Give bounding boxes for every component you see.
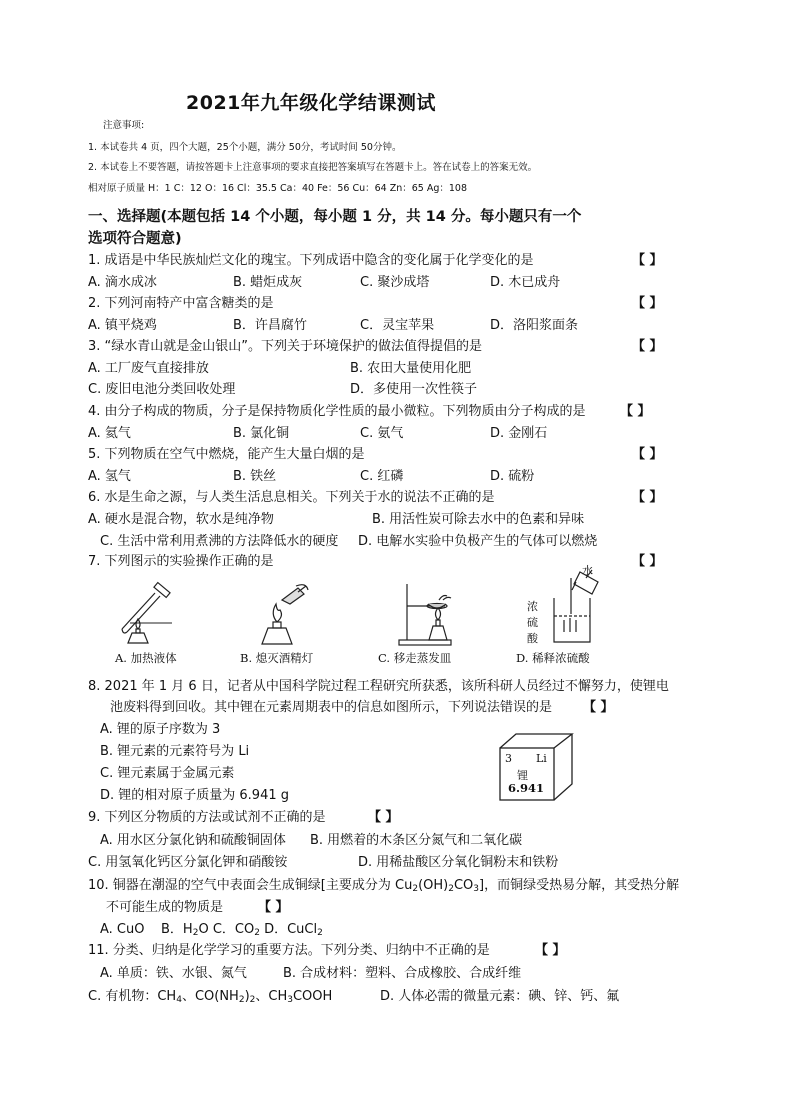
element-number: 3 (505, 752, 512, 765)
answer-bracket-11: 【 】 (535, 943, 566, 958)
q11-c-sub3: 3 (287, 995, 293, 1005)
q5-option-b: B. 铁丝 (233, 469, 277, 484)
q5-option-a: A. 氢气 (88, 469, 131, 484)
q11-c-part4: 、CH (255, 989, 288, 1004)
q7-caption-b: B. 熄灭酒精灯 (240, 651, 314, 665)
q1-option-d: D. 木已成舟 (490, 275, 561, 290)
q8-option-d: D. 锂的相对原子质量为 6.941 g (100, 788, 290, 803)
q6-option-c: C. 生活中常利用煮沸的方法降低水的硬度 (100, 534, 339, 549)
acid-label-2: 硫 (527, 616, 538, 629)
q10-option-d-sub: 2 (317, 928, 323, 938)
q10-stem-part4: ]，而铜绿受热易分解，其受热分解 (479, 878, 680, 893)
q10-option-d: D．CuCl (264, 922, 318, 937)
question-10-stem-line2: 不可能生成的物质是 (106, 900, 224, 915)
note-2: 2. 本试卷上不要答题，请按答题卡上注意事项的要求直接把答案填写在答题卡上。答在试卷上的答案无效。 (88, 162, 538, 173)
q5-option-c: C. 红磷 (360, 469, 404, 484)
q10-sub-2: 2 (412, 884, 419, 894)
element-name: 锂 (517, 769, 528, 782)
q7-caption-a: A. 加热液体 (115, 651, 177, 665)
notes-heading: 注意事项: (103, 120, 145, 131)
question-6-stem: 6. 水是生命之源，与人类生活息息相关。下列关于水的说法不正确的是 (88, 490, 495, 505)
section-heading-line1: 一、选择题(本题包括 14 个小题，每小题 1 分，共 14 分。每小题只有一个 (88, 209, 582, 225)
atomic-masses: 相对原子质量 H：1 C：12 O：16 Cl：35.5 Ca：40 Fe：56 Cu：64 Zn：65 Ag：108 (88, 183, 468, 194)
q4-option-a: A. 氦气 (88, 426, 131, 441)
q1-option-c: C. 聚沙成塔 (360, 275, 430, 290)
q4-option-b: B. 氯化铜 (233, 426, 290, 441)
q3-option-d: D．多使用一次性筷子 (350, 382, 478, 397)
q2-option-d: D．洛阳浆面条 (490, 318, 579, 333)
q5-option-d: D. 硫粉 (490, 469, 535, 484)
q10-option-c: C．CO (212, 922, 255, 937)
q10-stem-part3: CO (453, 878, 474, 893)
answer-bracket-4: 【 】 (620, 404, 651, 419)
question-7-stem: 7. 下列图示的实验操作正确的是 (88, 554, 274, 569)
page-title: 2021年九年级化学结课测试 (186, 92, 436, 114)
q2-option-b: B．许昌腐竹 (233, 318, 307, 333)
q9-option-c: C. 用氢氧化钙区分氯化钾和硝酸铵 (88, 855, 288, 870)
q2-option-a: A. 镇平烧鸡 (88, 318, 157, 333)
q10-option-b-rest: O (198, 922, 209, 937)
q11-c-part1: C. 有机物：CH (88, 989, 177, 1004)
q10-sub-3: 3 (473, 884, 479, 894)
q10-stem-part2: (OH) (418, 878, 449, 893)
q3-option-c: C. 废旧电池分类回收处理 (88, 382, 236, 397)
figure-dilute-acid (540, 568, 610, 648)
answer-bracket-10: 【 】 (258, 900, 289, 915)
answer-bracket-9: 【 】 (368, 810, 399, 825)
answer-bracket-5: 【 】 (632, 447, 663, 462)
q11-c-sub2a: 2 (238, 995, 245, 1005)
q8-option-a: A. 锂的原子序数为 3 (100, 722, 221, 737)
q9-option-d: D. 用稀盐酸区分氧化铜粉末和铁粉 (358, 855, 559, 870)
question-9-stem: 9. 下列区分物质的方法或试剂不正确的是 (88, 810, 326, 825)
figure-evaporating-dish (395, 580, 465, 648)
q2-option-c: C．灵宝苹果 (360, 318, 435, 333)
q8-option-b: B. 锂元素的元素符号为 Li (100, 744, 250, 759)
question-3-stem: 3. “绿水青山就是金山银山”。下列关于环境保护的做法值得提倡的是 (88, 339, 483, 354)
q7-caption-c: C. 移走蒸发皿 (378, 651, 452, 665)
question-8-stem-line2: 池废料得到回收。其中锂在元素周期表中的信息如图所示，下列说法错误的是 (110, 700, 553, 715)
q6-option-a: A. 硬水是混合物，软水是纯净物 (88, 512, 274, 527)
note-1: 1. 本试卷共 4 页，四个大题，25个小题，满分 50分，考试时间 50分钟。 (88, 142, 402, 153)
question-5-stem: 5. 下列物质在空气中燃烧，能产生大量白烟的是 (88, 447, 365, 462)
q10-option-c-sub: 2 (254, 928, 260, 938)
acid-label-3: 酸 (527, 632, 538, 645)
q11-option-d: D. 人体必需的微量元素：碘、锌、钙、氟 (380, 989, 620, 1004)
q9-option-a: A. 用水区分氯化钠和硫酸铜固体 (100, 833, 286, 848)
question-4-stem: 4. 由分子构成的物质，分子是保持物质化学性质的最小微粒。下列物质由分子构成的是 (88, 404, 586, 419)
q3-option-b: B. 农田大量使用化肥 (350, 361, 472, 376)
q10-option-b-sub: 2 (192, 928, 199, 938)
q1-option-b: B. 蜡炬成灰 (233, 275, 303, 290)
q10-option-b: B．H (161, 922, 193, 937)
q10-sub-2b: 2 (448, 884, 454, 894)
q11-option-b: B. 合成材料：塑料、合成橡胶、合成纤维 (283, 966, 522, 981)
question-8-stem-line1: 8. 2021 年 1 月 6 日，记者从中国科学院过程工程研究所获悉，该所科研人员经过不懈努力，使锂电 (88, 679, 669, 694)
answer-bracket-8: 【 】 (583, 700, 614, 715)
acid-label-1: 浓 (527, 600, 538, 613)
q8-option-c: C. 锂元素属于金属元素 (100, 766, 235, 781)
q11-option-c (88, 985, 332, 1004)
water-label: 水 (582, 564, 593, 577)
q11-c-sub2b: 2 (249, 995, 256, 1005)
element-mass: 6.941 (508, 781, 545, 795)
q10-option-a: A. CuO (100, 922, 145, 937)
answer-bracket-2: 【 】 (632, 296, 663, 311)
q6-option-d: D. 电解水实验中负极产生的气体可以燃烧 (358, 534, 598, 549)
question-2-stem: 2. 下列河南特产中富含糖类的是 (88, 296, 274, 311)
q11-c-sub4: 4 (176, 995, 182, 1005)
answer-bracket-7: 【 】 (632, 554, 663, 569)
q11-c-part2: 、CO(NH (181, 989, 239, 1004)
q11-c-part5: COOH (292, 989, 333, 1004)
q4-option-c: C. 氨气 (360, 426, 404, 441)
q4-option-d: D. 金刚石 (490, 426, 548, 441)
question-1-stem: 1. 成语是中华民族灿烂文化的瑰宝。下列成语中隐含的变化属于化学变化的是 (88, 253, 534, 268)
q10-stem-part1: 10. 铜器在潮湿的空气中表面会生成铜绿[主要成分为 Cu (88, 878, 413, 893)
q11-option-a: A. 单质：铁、水银、氮气 (100, 966, 247, 981)
answer-bracket-3: 【 】 (632, 339, 663, 354)
answer-bracket-6: 【 】 (632, 490, 663, 505)
q10-options (100, 918, 323, 937)
q1-option-a: A. 滴水成冰 (88, 275, 157, 290)
element-symbol: Li (536, 752, 547, 765)
answer-bracket-1: 【 】 (632, 253, 663, 268)
q6-option-b: B. 用活性炭可除去水中的色素和异味 (372, 512, 585, 527)
q7-caption-d: D. 稀释浓硫酸 (516, 651, 590, 665)
q3-option-a: A. 工厂废气直接排放 (88, 361, 209, 376)
q9-option-b: B. 用燃着的木条区分氮气和二氧化碳 (310, 833, 523, 848)
figure-heating-liquid (110, 585, 180, 647)
question-10-stem-line1 (88, 874, 679, 893)
figure-extinguish-lamp (252, 582, 312, 648)
q11-c-part3: ) (244, 989, 250, 1004)
question-11-stem: 11. 分类、归纳是化学学习的重要方法。下列分类、归纳中不正确的是 (88, 943, 490, 958)
section-heading-line2: 选项符合题意) (88, 231, 182, 247)
